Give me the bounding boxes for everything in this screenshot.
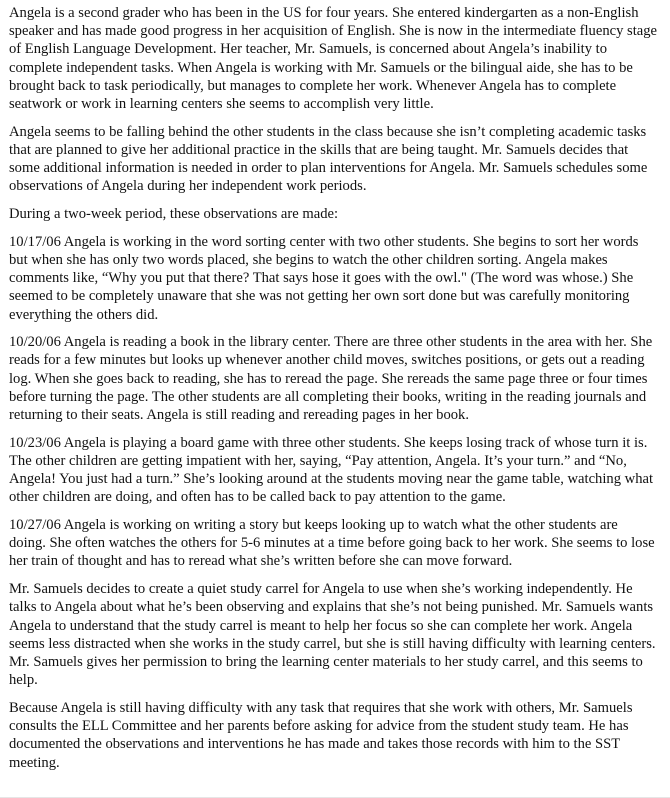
paragraph-observation-10-27: 10/27/06 Angela is working on writing a story but keeps looking up to watch what the other students are doing. She often watches the others for 5-6 minutes at a time before going back to her work. She seems to lose her train of thought and has to reread what she’s written before she can move forward.	[9, 517, 655, 570]
paragraph-sst-meeting: Because Angela is still having difficulty with any task that requires that she work with others, Mr. Samuels consults the ELL Committee and her parents before asking for advice from the student study team. He has documented the observations and interventions he has made and takes those records with him to the SST meeting.	[9, 699, 633, 771]
paragraph-intro: Angela is a second grader who has been in the US for four years. She entered kindergarten as a non-English speaker and has made good progress in her acquisition of English. She is now in the intermediate fluency stage of English Language Development. Her teacher, Mr. Samuels, is concerned about Angela’s inability to complete independent tasks. When Angela is working with Mr. Samuels or the bilingual aide, she has to be brought back to task periodically, but manages to complete her work. Whenever Angela has to complete seatwork or work in learning centers she seems to accomplish very little.	[9, 5, 658, 113]
paragraph-falling-behind: Angela seems to be falling behind the other students in the class because she isn’t completing academic tasks that are planned to give her additional practice in the skills that are being taught. Mr. Samuels decides that some additional information is needed in order to plan interventions for Angela. Mr. Samuels schedules some observations of Angela during her independent work periods.	[9, 123, 648, 195]
paragraph-observation-period: During a two-week period, these observations are made:	[9, 206, 339, 223]
paragraph-observation-10-23: 10/23/06 Angela is playing a board game with three other students. She keeps losing track of whose turn it is. The other children are getting impatient with her, saying, “Pay attention, Angela. It’s your turn.” and “No, Angela! You just had a turn.” She’s looking around at the students moving near the game table, watching what other children are doing, and often has to be called back to pay attention to the game.	[9, 434, 654, 506]
paragraph-study-carrel: Mr. Samuels decides to create a quiet study carrel for Angela to use when she’s working independently. He talks to Angela about what he’s been observing and explains that she’s not being punished. Mr. Samuels wants Angela to understand that the study carrel is meant to help her focus so she can complete her work. Angela seems less distracted when she works in the study carrel, but she is still having difficulty with learning centers. Mr. Samuels gives her permission to bring the learning center materials to her study carrel, and this seems to help.	[9, 581, 656, 689]
paragraph-observation-10-17: 10/17/06 Angela is working in the word sorting center with two other students. She begins to sort her words but when she has only two words placed, she begins to watch the other children sorting. Angela makes comments like, “Why you put that there? That says hose it goes with the owl." (The word was whose.) She seemed to be completely unaware that she was not getting her own sort done but was carefully monitoring everything the others did.	[9, 233, 639, 323]
paragraph-observation-10-20: 10/20/06 Angela is reading a book in the library center. There are three other students in the area with her. She reads for a few minutes but looks up whenever another child moves, switches positions, or gets out a reading log. When she goes back to reading, she has to reread the page. She rereads the same page three or four times before turning the page. The other students are all completing their books, writing in the reading journals and returning to their seats. Angela is still reading and rereading pages in her book.	[9, 334, 653, 424]
